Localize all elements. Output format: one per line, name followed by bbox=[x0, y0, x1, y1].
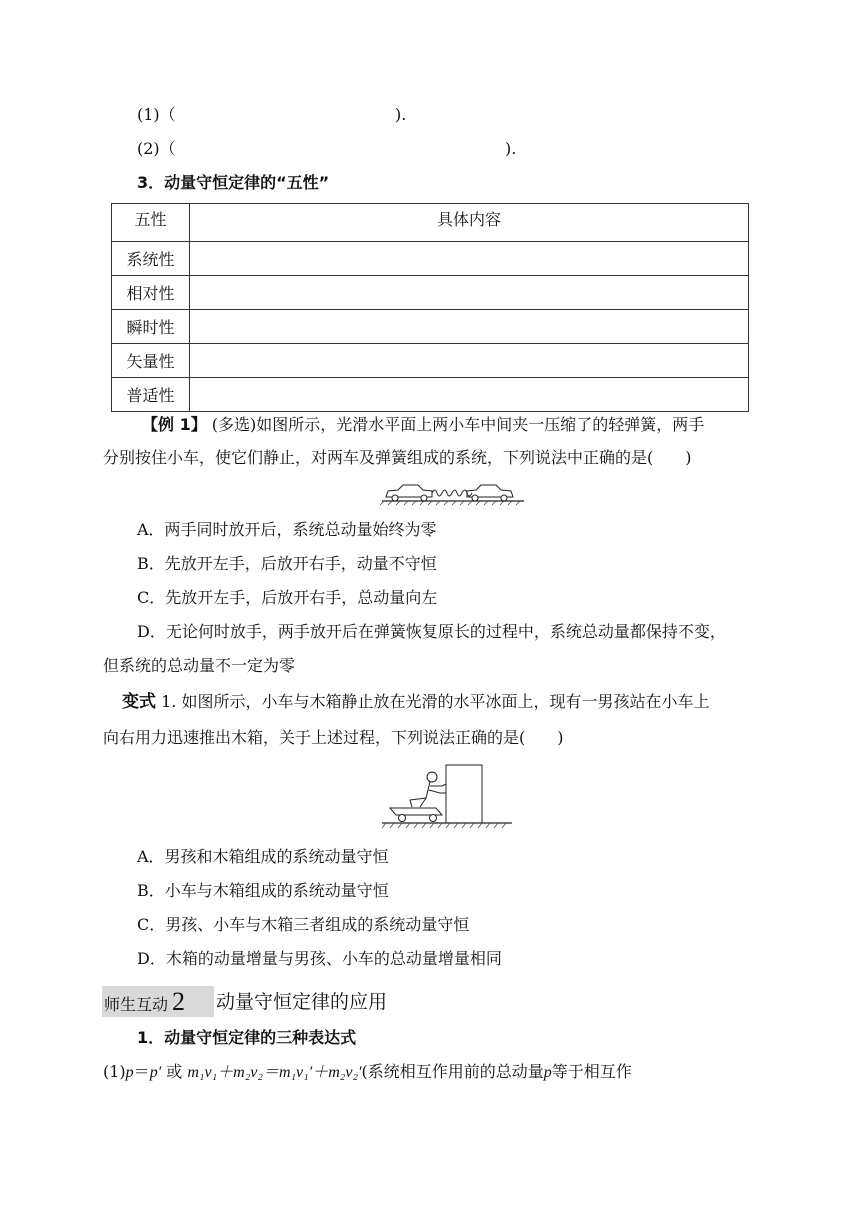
blank-item-2-close: ). bbox=[505, 139, 517, 158]
section-2-label: 师生互动 bbox=[104, 995, 169, 1014]
table-row-label: 相对性 bbox=[112, 276, 190, 310]
example-1-line-1 bbox=[142, 414, 704, 436]
five-properties-table bbox=[111, 203, 749, 412]
example-1-option-d: D．无论何时放手，两手放开后在弹簧恢复原长的过程中，系统总动量都保持不变， bbox=[137, 622, 726, 641]
table-header-cell: 五性 bbox=[112, 204, 190, 242]
formula-or: 或 bbox=[161, 1062, 188, 1081]
table-header-row bbox=[112, 204, 749, 242]
table-row bbox=[112, 276, 749, 310]
formula-prefix: (1) bbox=[103, 1062, 126, 1081]
variant-1-text-1: 1. 如图所示，小车与木箱静止放在光滑的水平冰面上，现有一男孩站在小车上 bbox=[156, 692, 710, 711]
cars-spring-figure bbox=[380, 480, 526, 506]
table-cell-blank bbox=[190, 378, 749, 412]
variant-1-line-2: 向右用力迅速推出木箱，关于上述过程，下列说法正确的是( ) bbox=[103, 728, 564, 747]
formula-tail-2: 等于相互作 bbox=[551, 1062, 632, 1081]
formula-line bbox=[103, 1061, 632, 1084]
table-row bbox=[112, 310, 749, 344]
example-1-line-2: 分别按住小车，使它们静止，对两车及弹簧组成的系统，下列说法中正确的是( ) bbox=[103, 448, 692, 467]
table-cell-blank bbox=[190, 344, 749, 378]
table-cell-blank bbox=[190, 242, 749, 276]
blank-item-1-number: (1) bbox=[137, 105, 160, 124]
example-1-option-b: B．先放开左手，后放开右手，动量不守恒 bbox=[137, 554, 437, 573]
formula-p-total: p bbox=[543, 1064, 552, 1081]
section-2-label-group bbox=[104, 986, 185, 1020]
table-cell-blank bbox=[190, 310, 749, 344]
formula-p-prime: p′ bbox=[149, 1064, 162, 1081]
example-1-tag: 【例 1】 bbox=[142, 415, 207, 434]
variant-1-line-1 bbox=[122, 691, 709, 713]
table-row bbox=[112, 378, 749, 412]
variant-1-option-d: D．木箱的动量增量与男孩、小车的总动量增量相同 bbox=[137, 949, 502, 968]
variant-1-tag: 变式 bbox=[122, 692, 156, 712]
example-1-option-d-cont: 但系统的总动量不一定为零 bbox=[103, 656, 296, 675]
boy-cart-box-figure bbox=[380, 760, 514, 832]
table-row-label: 普适性 bbox=[112, 378, 190, 412]
table-row-label: 系统性 bbox=[112, 242, 190, 276]
section-2-title: 动量守恒定律的应用 bbox=[216, 991, 388, 1013]
blank-item-2-open: （ bbox=[159, 139, 176, 158]
section-2-number: 2 bbox=[172, 987, 186, 1016]
variant-1-option-b: B．小车与木箱组成的系统动量守恒 bbox=[137, 881, 389, 900]
example-1-text-1: (多选)如图所示，光滑水平面上两小车中间夹一压缩了的轻弹簧，两手 bbox=[206, 415, 705, 434]
formula-expression: m₁v₁＋m₂v₂＝m₁v₁′＋m₂v₂′ bbox=[187, 1064, 362, 1081]
blank-item-1-open: （ bbox=[159, 105, 176, 124]
blank-item-2-number: (2) bbox=[137, 139, 160, 158]
table-row bbox=[112, 344, 749, 378]
example-1-option-c: C．先放开左手，后放开右手，总动量向左 bbox=[137, 588, 438, 607]
table-row bbox=[112, 242, 749, 276]
formula-p: p bbox=[125, 1064, 134, 1081]
example-1-option-a: A．两手同时放开后，系统总动量始终为零 bbox=[137, 520, 437, 539]
blank-item-1 bbox=[137, 104, 176, 126]
table-cell-blank bbox=[190, 276, 749, 310]
table-row-label: 瞬时性 bbox=[112, 310, 190, 344]
formula-tail-1: (系统相互作用前的总动量 bbox=[361, 1062, 544, 1081]
blank-item-1-close: ). bbox=[395, 105, 407, 124]
heading-five-properties: 3．动量守恒定律的“五性” bbox=[137, 173, 330, 192]
blank-item-2 bbox=[137, 138, 176, 160]
table-row-label: 矢量性 bbox=[112, 344, 190, 378]
table-header-cell: 具体内容 bbox=[190, 204, 749, 242]
heading-three-forms: 1．动量守恒定律的三种表达式 bbox=[137, 1028, 357, 1047]
variant-1-option-a: A．男孩和木箱组成的系统动量守恒 bbox=[137, 847, 389, 866]
formula-eq: ＝ bbox=[133, 1062, 150, 1081]
variant-1-option-c: C．男孩、小车与木箱三者组成的系统动量守恒 bbox=[137, 915, 470, 934]
